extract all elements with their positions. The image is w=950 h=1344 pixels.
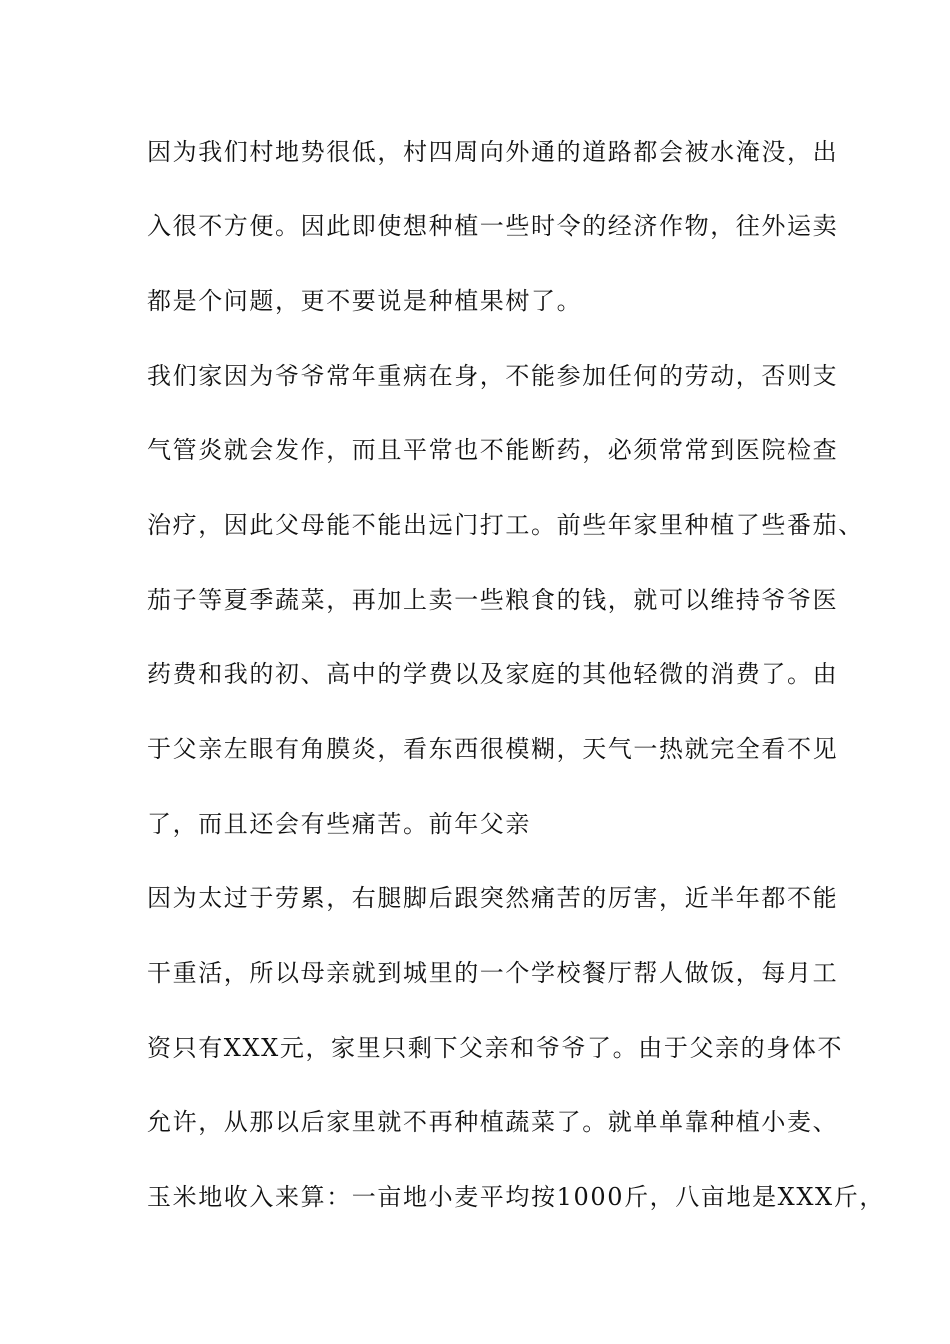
text-line: 气管炎就会发作，而且平常也不能断药，必须常常到医院检查 — [147, 436, 839, 464]
text-line: 于父亲左眼有角膜炎，看东西很模糊，天气一热就完全看不见 — [147, 735, 839, 763]
text-line: 治疗，因此父母能不能出远门打工。前些年家里种植了些番茄、 — [147, 511, 864, 539]
text-line: 入很不方便。因此即使想种植一些时令的经济作物，往外运卖 — [147, 212, 839, 240]
text-line: 药费和我的初、高中的学费以及家庭的其他轻微的消费了。由 — [147, 660, 839, 688]
text-line: 了，而且还会有些痛苦。前年父亲 — [147, 810, 531, 838]
text-line: 茄子等夏季蔬菜，再加上卖一些粮食的钱，就可以维持爷爷医 — [147, 586, 839, 614]
text-line: 干重活，所以母亲就到城里的一个学校餐厅帮人做饭，每月工 — [147, 959, 839, 987]
text-line: 玉米地收入来算：一亩地小麦平均按1000斤，八亩地是XXX斤， — [147, 1183, 885, 1211]
text-line: 因为我们村地势很低，村四周向外通的道路都会被水淹没，出 — [147, 138, 839, 166]
text-line: 资只有XXX元，家里只剩下父亲和爷爷了。由于父亲的身体不 — [147, 1034, 844, 1062]
text-line: 因为太过于劳累，右腿脚后跟突然痛苦的厉害，近半年都不能 — [147, 884, 839, 912]
text-line: 我们家因为爷爷常年重病在身，不能参加任何的劳动，否则支 — [147, 362, 839, 390]
text-line: 都是个问题，更不要说是种植果树了。 — [147, 287, 583, 315]
text-line: 允许，从那以后家里就不再种植蔬菜了。就单单靠种植小麦、 — [147, 1108, 839, 1136]
